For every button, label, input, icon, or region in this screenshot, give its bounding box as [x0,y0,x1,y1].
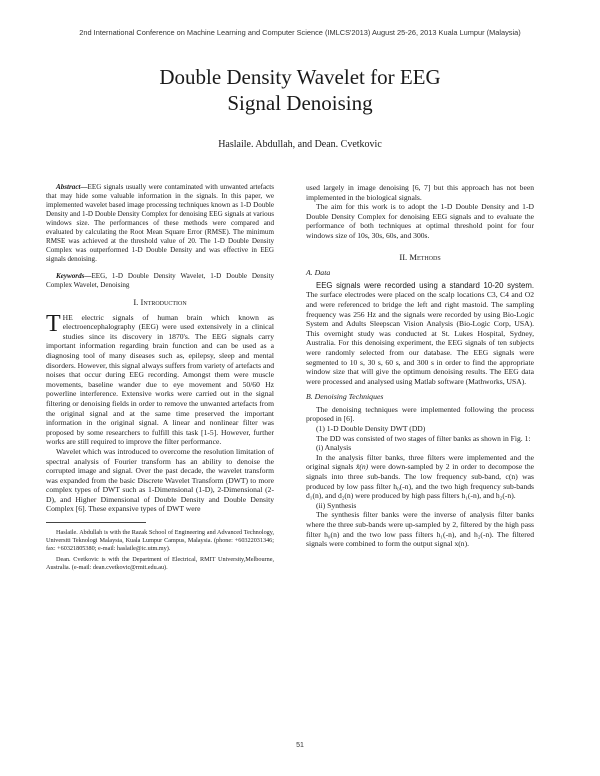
authors: Haslaile. Abdullah, and Dean. Cvetkovic [218,139,382,150]
subsection-a-heading: A. Data [306,268,331,278]
intro-paragraph-3: used largely in image denoising [6, 7] but this approach has not been implemented in the biological signals. [306,183,534,202]
page-number: 51 [296,742,304,749]
keywords-dash: — [84,272,92,280]
synthesis-item-heading: (ii) Synthesis [316,500,357,510]
analysis-text-b: were down-sampled by 2 in order to decompose the signals into three sub-bands. The low frequency sub-band, c(n) was produced by low pass filter h₀(-n), and the two high frequency sub-bands d₁(n), and d₂(n) were produced by high pass filters h₁(-n), and h₂(-n). [306,462,534,501]
intro-paragraph-4: The aim for this work is to adopt the 1-D Double Density and 1-D Double Density Complex for denoising EEG signals and to evaluate the performance of both techniques at optimal threshold point for four windows size of 10s, 30s, 60s, and 300s. [306,202,534,240]
footnote-1: Haslaile. Abdullah is with the Razak School of Engineering and Advanced Technology, Universiti Teknologi Malaysia, Kuala Lumpur Campus, Malaysia. (phone: +60322031346; fax: +60321805380; e-mail: haslaile@ic.utm.my). [46,529,274,553]
left-column [46,183,274,572]
conference-header: 2nd International Conference on Machine Learning and Computer Science (IMLCS'2013) August 25-26, 2013 Kuala Lumpur (Malaysia) [79,28,521,37]
title-line-1: Double Density Wavelet for EEG [159,65,441,89]
analysis-text-a: In the analysis filter banks, three filters were implemented and the original signals [306,452,534,472]
denoising-paragraph-1: The denoising techniques were implemented following the process proposed in [6]. [306,404,534,424]
paper-title [0,64,600,116]
right-column [306,183,534,549]
synthesis-paragraph: The synthesis filter banks were the inverse of analysis filter banks where the three sub-bands were up-sampled by 2, filtered by the high pass filter h₀(n) and the two low pass filters h₁(-n), and h₂(-n). The filtered signals were combined to form the output signal x(n). [306,510,534,549]
analysis-item-heading: (i) Analysis [316,443,352,453]
footnote-rule [46,522,146,523]
abstract-label: Abstract [56,183,81,191]
analysis-paragraph [306,453,534,501]
subsection-b-heading: B. Denoising Techniques [306,392,384,402]
keywords-label: Keywords [56,272,85,280]
intro-paragraph-2: Wavelet which was introduced to overcome the resolution limitation of spectral analysis of Fourier transform has an ability to denoise the corrupted image and signal. Over the past decade, the wavelet transform was expanded from the basic Discrete Wavelet Transform (DWT) to more complex types of DWT such as 1-Dimensional (1-D), 2-Dimensional (2-D), and Higher Dimensional of Double Density and Double Density Complex [6]. These expansive types of DWT were [46,446,274,514]
abstract-text: EEG signals usually were contaminated with unwanted artefacts that may hide some valuable information in the signals. In this paper, we implemented wavelet based image processing techniques known as 1-D Double Density and 1-D Double Density Complex for denoising EEG signals at various windows size. The performances of these methods were compared and evaluated by calculating the Root Mean Square Error (RMSE). The minimum RMSE was achieved at the threshold value of 20. The 1-D Double Density Complex was outperformed 1-D Double Density and was effective in EEG signals denoising. [46,183,274,263]
keywords [46,272,274,290]
signal-symbol: x̂(n) [355,462,369,472]
abstract-dash: — [80,183,88,191]
denoising-paragraph-2: The DD was consisted of two stages of filter banks as shown in Fig. 1: [316,433,531,443]
dropcap: T [46,310,61,337]
intro-paragraph-1 [46,310,274,447]
dd-item-heading: (1) 1-D Double Density DWT (DD) [316,424,426,434]
title-line-2: Signal Denoising [227,91,373,115]
methods-heading: II. Methods [399,251,441,262]
intro-p1-text: HE electric signals of human brain which known as electroencephalography (EEG) were used extensively in a clinical studies since its discovery in 1870's. The EEG signals carry important information regarding brain function and can be used as a diagnosing tool of many diseases such as, epilepsy, sleep and mental disorders. However, this signal always suffers from variety of artefacts and noises that occur during EEG recording. Amongst them were muscle movements, baseline wander due to eye movement and 50/60 Hz powerline interference. Extensive works were carried out in the signal filtering or denoising fields in order to remove the unwanted artefacts from the original signal and at the same time preserved the important information in the original signal. A linear and nonlinear filter was proposed by some researchers to fulfill this task [1-5]. However, further works are still required to improve the filter performance. [46,312,274,447]
data-text: The surface electrodes were placed on the scalp locations C3, C4 and O2 and were referenced to bridge the left and right mastoid. The sampling frequency was 256 Hz and the signals were recorded by using Bio-Logic System and Adults Sleepscan Vision Analysis (Bio-Logic Corp, USA). This overnight study was conducted at St. Lukes Hospital, Sydney, Australia. For this denoising experiment, the EEG signals of ten subjects were randomly selected from our database. The EEG signals were segmented to 10 s, 30 s, 60 s, and 300 s in order to find the appropriate window size that will give the optimum denoising results. The EEG data were processed and analysed using Matlab software (Mathworks, USA). [306,290,534,386]
intro-heading: I. Introduction [133,297,187,307]
footnote-2: Dean. Cvetkovic is with the Department of Electrical, RMIT University,Melbourne, Australia. (e-mail: dean.cvetkovic@rmit.edu.au). [46,556,274,572]
data-paragraph [306,281,534,387]
data-first-sentence: EEG signals were recorded using a standard 10-20 system. [316,280,534,290]
keywords-text: EEG, 1-D Double Density Wavelet, 1-D Double Density Complex Wavelet, Denoising [46,272,274,289]
abstract [46,183,274,264]
